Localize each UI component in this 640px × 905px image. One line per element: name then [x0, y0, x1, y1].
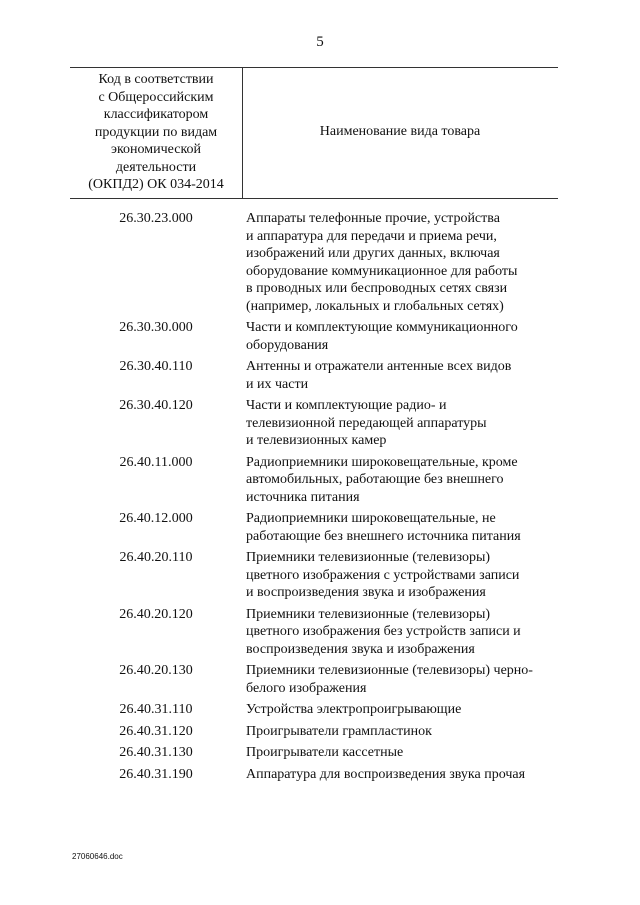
product-name	[242, 766, 558, 784]
product-name	[242, 549, 558, 602]
table-row	[70, 606, 558, 659]
product-name-line: оборудования	[246, 337, 329, 353]
product-name-line: в проводных или беспроводных сетях связи	[246, 281, 508, 296]
product-name-line: Части и комплектующие радио- и	[246, 398, 447, 413]
product-name	[242, 397, 558, 450]
product-name-line: Проигрыватели кассетные	[246, 745, 404, 760]
header-code-line: (ОКПД2) ОК 034-2014	[88, 177, 224, 192]
okpd2-code: 26.40.20.130	[119, 663, 193, 678]
header-name-column: Наименование вида товара	[319, 124, 481, 139]
product-name	[242, 510, 558, 545]
header-code-line: классификатором	[103, 107, 209, 122]
product-name-line: оборудование коммуникационное для работы	[246, 263, 518, 279]
product-name-line: автомобильных, работающие без внешнего	[246, 472, 504, 487]
table-row	[70, 454, 558, 507]
product-name	[242, 606, 558, 659]
header-top-rule	[70, 67, 558, 68]
product-name-line: Радиоприемники широковещательные, кроме	[246, 454, 518, 470]
product-name-line: и их части	[246, 376, 309, 392]
product-name-line: Антенны и отражатели антенные всех видов	[246, 359, 512, 374]
page-number: 5	[316, 34, 324, 50]
product-name	[242, 701, 558, 719]
product-name-line: Приемники телевизионные (телевизоры)	[246, 550, 491, 565]
okpd2-code: 26.40.31.190	[119, 766, 193, 782]
okpd2-code: 26.40.31.130	[119, 745, 193, 760]
product-name-line: Аппаратура для воспроизведения звука прочая	[246, 766, 526, 782]
product-name-line: Радиоприемники широковещательные, не	[246, 511, 496, 526]
header-code-line: деятельности	[115, 159, 197, 175]
product-name	[242, 454, 558, 507]
table-row	[70, 358, 558, 393]
footer-filename: 27060646.doc	[72, 852, 123, 861]
header-code-line: Код в соответствии	[98, 72, 214, 87]
product-name-line: работающие без внешнего источника питания	[246, 528, 521, 544]
table-row	[70, 319, 558, 354]
product-name	[242, 319, 558, 354]
table-row	[70, 210, 558, 315]
product-name	[242, 210, 558, 315]
product-name	[242, 723, 558, 741]
product-name-line: Приемники телевизионные (телевизоры)	[246, 606, 491, 622]
okpd2-code: 26.30.40.110	[119, 359, 193, 374]
product-name	[242, 744, 558, 762]
okpd2-code: 26.40.11.000	[119, 454, 193, 470]
header-code-column	[70, 71, 242, 194]
table-row	[70, 397, 558, 450]
product-name	[242, 358, 558, 393]
product-name	[242, 662, 558, 697]
table-header	[70, 67, 558, 198]
product-name-line: источника питания	[246, 489, 360, 505]
product-name-line: Части и комплектующие коммуникационного	[246, 320, 518, 335]
okpd2-code: 26.40.31.110	[119, 702, 193, 717]
okpd2-code: 26.30.30.000	[119, 320, 193, 335]
table-row	[70, 662, 558, 697]
header-code-line: экономической	[110, 142, 202, 157]
product-name-line: белого изображения	[246, 680, 367, 696]
okpd2-code: 26.40.20.120	[119, 606, 193, 622]
product-name-line: и телевизионных камер	[246, 433, 387, 448]
table-row	[70, 701, 558, 719]
okpd2-code: 26.30.23.000	[119, 211, 193, 226]
product-name-line: и воспроизведения звука и изображения	[246, 585, 486, 600]
table-row	[70, 510, 558, 545]
product-name-line: Аппараты телефонные прочие, устройства	[246, 211, 500, 226]
product-name-line: воспроизведения звука и изображения	[246, 641, 475, 657]
okpd2-code: 26.40.31.120	[119, 723, 193, 739]
table-row	[70, 744, 558, 762]
product-name-line: и аппаратура для передачи и приема речи,	[246, 228, 497, 244]
product-name-line: цветного изображения без устройств записи и	[246, 624, 521, 639]
okpd2-code: 26.40.20.110	[119, 550, 193, 565]
header-bottom-rule	[70, 198, 558, 199]
okpd2-code: 26.40.12.000	[119, 511, 193, 526]
product-name-line: Устройства электропроигрывающие	[246, 702, 462, 717]
product-name-line: телевизионной передающей аппаратуры	[246, 415, 487, 431]
product-name-line: Проигрыватели грампластинок	[246, 723, 432, 739]
product-name-line: цветного изображения с устройствами записи	[246, 567, 520, 583]
product-name-line: Приемники телевизионные (телевизоры) черно-	[246, 663, 533, 678]
table-row	[70, 723, 558, 741]
table-row	[70, 549, 558, 602]
table-row	[70, 766, 558, 784]
table-body	[70, 210, 558, 783]
okpd2-code: 26.30.40.120	[119, 398, 193, 413]
product-name-line: изображений или других данных, включая	[246, 246, 500, 261]
header-code-line: продукции по видам	[94, 124, 218, 140]
product-name-line: (например, локальных и глобальных сетях)	[246, 298, 504, 314]
header-code-line: с Общероссийским	[98, 89, 214, 105]
